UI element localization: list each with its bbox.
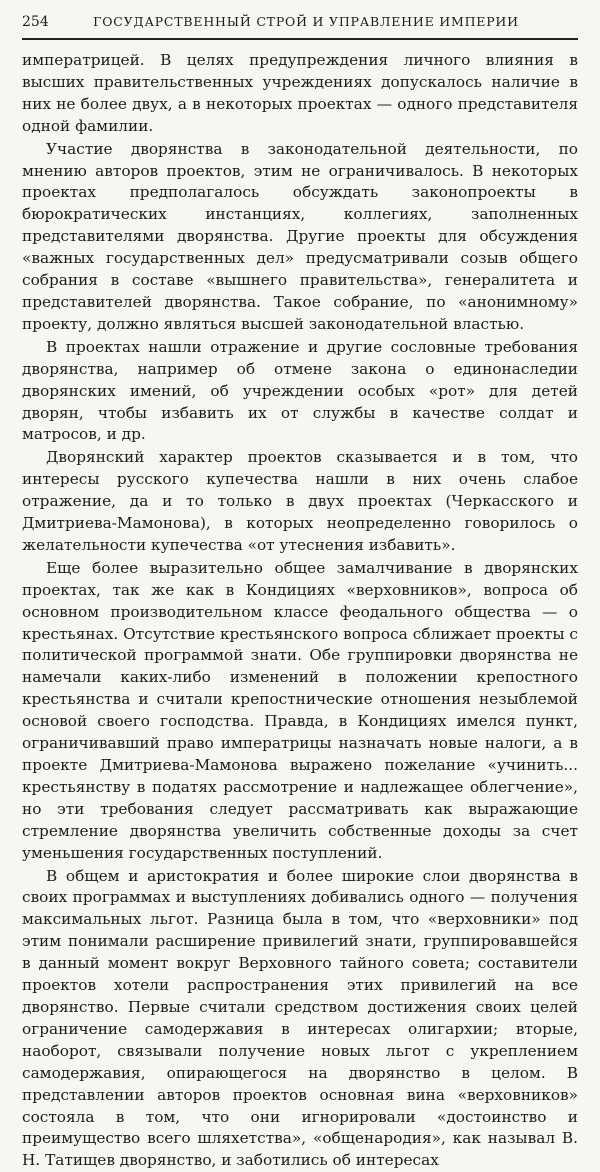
page-number: 254: [22, 14, 49, 30]
paragraph: императрицей. В целях предупреждения личного влияния в высших правительственных учреждениях допускалось наличие в них не более двух, а в некоторых проектах — одного представителя одной фамилии.: [22, 51, 578, 135]
paragraph: В общем и аристократия и более широкие слои дворянства в своих программах и выступлениях добивались одного — получения максимальных льгот. Разница была в том, что «верховники» под этим понимали расширение привилегий знати, группировавшейся в данный момент вокруг Верховного тайного совета; составители проектов хотели распространения этих привилегий на все дворянство. Первые считали средством достижения своих целей ограничение самодержавия в интересах олигархии; вторые, наоборот, связывали получение новых льгот с укреплением самодержавия, опирающегося на дворянство в целом. В представлении авторов проектов основная вина «верховников» состояла в том, что они игнорировали «достоинство и преимущество всего шляхетства», «общенародия», как называл В. Н. Татищев дворянство, и заботились об интересах: [22, 866, 578, 1170]
paragraph: В проектах нашли отражение и другие сословные требования дворянства, например об отмене закона о единонаследии дворянских имений, об учреждении особых «рот» для детей дворян, чтобы избавить их от службы в качестве солдат и матросов, и др.: [22, 337, 578, 444]
paragraph: Еще более выразительно общее замалчивание в дворянских проектах, так же как в Кондициях «верховников», вопроса об основном производительном классе феодального общества — о крестьянах. Отсутствие крестьянского вопроса сближает проекты с политической программой знати. Обе группировки дворянства не намечали каких-либо изменений в положении крепостного крестьянства и считали крепостнические отношения незыблемой основой своего господства. Правда, в Кондициях имелся пункт, ограничивавший право императрицы назначать новые налоги, а в проекте Дмитриева-Мамонова выражено пожелание «учинить... крестьянству в податях рассмотрение и надлежащее облегчение», но эти требования следует рассматривать как выражающие стремление дворянства увеличить собственные доходы за счет уменьшения государственных поступлений.: [22, 558, 578, 862]
running-title: ГОСУДАРСТВЕННЫЙ СТРОЙ И УПРАВЛЕНИЕ ИМПЕРИИ: [93, 14, 519, 29]
paragraph: Участие дворянства в законодательной деятельности, по мнению авторов проектов, этим не ограничивалось. В некоторых проектах предполагалось обсуждать законопроекты в бюрократических инстанциях, коллегиях, заполненных представителями дворянства. Другие проекты для обсуждения «важных государственных дел» предусматривали созыв общего собрания в составе «вышнего правительства», генералитета и представителей дворянства. Такое собрание, по «анонимному» проекту, должно являться высшей законодательной властью.: [22, 139, 578, 333]
paragraph: Дворянский характер проектов сказывается и в том, что интересы русского купечества нашли в них очень слабое отражение, да и то только в двух проектах (Черкасского и Дмитриева-Мамонова), в которых неопределенно говорилось о желательности купечества «от утеснения избавить».: [22, 448, 578, 554]
body-text: [22, 50, 578, 1172]
running-head: [22, 14, 578, 40]
